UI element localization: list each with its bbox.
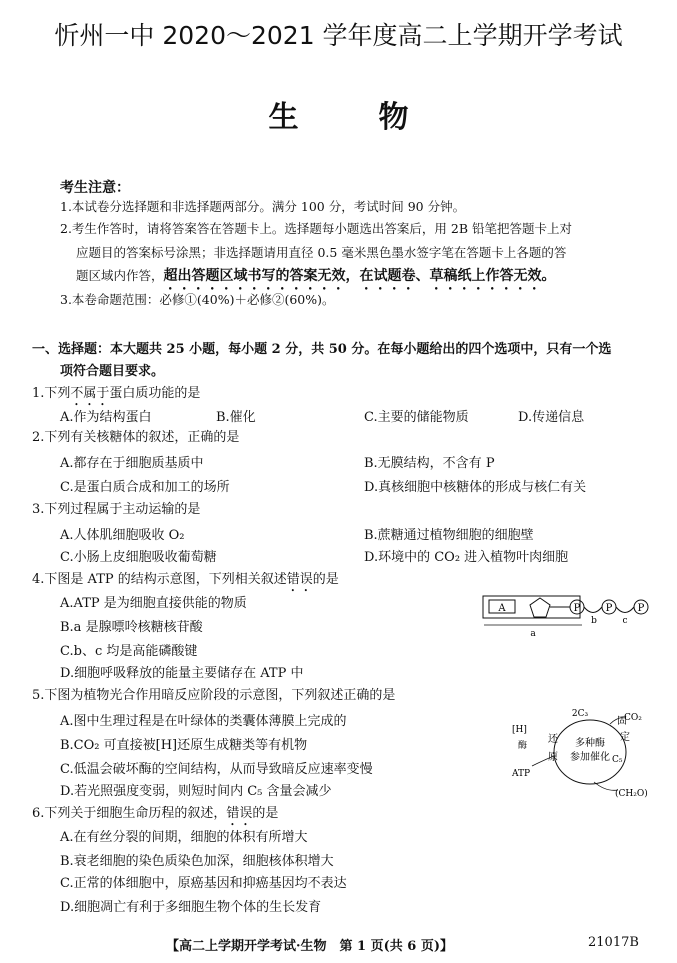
q4-option-a: A.ATP 是为细胞直接供能的物质 — [60, 596, 247, 611]
q1-pre: 1.下列 — [32, 386, 71, 401]
q6-pre: 6.下列关于细胞生命历程的叙述， — [32, 806, 227, 821]
q1-option-d: D.传递信息 — [518, 410, 585, 425]
q2-option-d: D.真核细胞中核糖体的形成与核仁有关 — [364, 480, 587, 495]
page-footer: 【高二上学期开学考试·生物 第 1 页(共 6 页)】 — [166, 939, 454, 954]
fix-char-1: 固 — [617, 716, 627, 727]
subject-char-1: 生 — [268, 100, 299, 135]
phosphate-3-label: P — [637, 603, 645, 614]
q1-option-b: B.催化 — [216, 410, 256, 425]
q2-option-b: B.无膜结构，不含有 P — [364, 456, 495, 471]
high-energy-bond-b — [584, 607, 602, 613]
note-1: 1.本试卷分选择题和非选择题两部分。满分 100 分，考试时间 90 分钟。 — [60, 199, 466, 214]
ribose-pentagon — [530, 598, 550, 617]
note-3: 3.本卷命题范围：必修①(40%)＋必修②(60%)。 — [60, 292, 335, 307]
calvin-cycle-diagram — [510, 704, 660, 802]
note-2-cont: 应题目的答案标号涂黑；非选择题请用直径 0.5 毫米黑色墨水签字笔在答题卡上各题的答 — [76, 245, 567, 260]
q4-option-b: B.a 是腺嘌呤核糖核苷酸 — [60, 620, 203, 635]
label-b: b — [591, 616, 597, 626]
label-c: c — [622, 616, 628, 626]
section-heading-line2: 项符合题目要求。 — [60, 364, 165, 379]
subject-char-2: 物 — [378, 100, 409, 135]
q6-option-a: A.在有丝分裂的间期，细胞的体积有所增大 — [60, 830, 308, 845]
q4-emphasis: 错误 — [286, 572, 313, 587]
h-label: [H] — [512, 725, 527, 735]
note-2-emphasis: 超出答题区域书写的答案无效，在试题卷、草稿纸上作答无效。 — [163, 268, 556, 284]
q5-option-b: B.CO₂ 可直接被[H]还原生成糖类等有机物 — [60, 738, 308, 753]
c5-label: C₅ — [612, 755, 623, 765]
q1-option-c: C.主要的储能物质 — [364, 410, 469, 425]
question-3-stem: 3.下列过程属于主动运输的是 — [32, 502, 201, 517]
q3-option-d: D.环境中的 CO₂ 进入植物叶肉细胞 — [364, 550, 569, 565]
q4-option-d: D.细胞呼吸释放的能量主要储存在 ATP 中 — [60, 666, 304, 681]
notes-heading: 考生注意： — [60, 180, 130, 196]
center-line-2: 参加催化 — [570, 752, 610, 763]
reduce-char-2: 原 — [548, 752, 558, 763]
q2-option-a: A.都存在于细胞质基质中 — [60, 456, 204, 471]
phosphate-2-label: P — [605, 603, 613, 614]
q6-option-b: B.衰老细胞的染色质染色加深，细胞核体积增大 — [60, 854, 334, 869]
q4-post: 的是 — [312, 572, 339, 587]
subject-title — [0, 92, 677, 136]
section-heading-line1: 一、选择题：本大题共 25 小题，每小题 2 分，共 50 分。在每小题给出的四个选项中，只有一个选 — [32, 342, 612, 357]
q6-emphasis: 错误 — [226, 806, 253, 821]
q1-option-a: A.作为结构蛋白 — [60, 410, 152, 425]
ch2o-label: (CH₂O) — [615, 789, 648, 799]
q3-option-b: B.蔗糖通过植物细胞的细胞壁 — [364, 528, 534, 543]
co2-label: CO₂ — [624, 713, 642, 723]
exam-title: 忻州一中 2020～2021 学年度高二上学期开学考试 — [54, 21, 623, 50]
q2-option-c: C.是蛋白质合成和加工的场所 — [60, 480, 230, 495]
q3-option-a: A.人体肌细胞吸收 O₂ — [60, 528, 185, 543]
q3-option-c: C.小肠上皮细胞吸收葡萄糖 — [60, 550, 217, 565]
c3-label: 2C₃ — [571, 709, 589, 719]
note-2-text: 题区域内作答， — [76, 268, 164, 283]
q6-option-c: C.正常的体细胞中，原癌基因和抑癌基因均不表达 — [60, 876, 347, 891]
q5-option-a: A.图中生理过程是在叶绿体的类囊体薄膜上完成的 — [60, 714, 347, 729]
high-energy-bond-c — [616, 607, 634, 613]
q4-pre: 4.下图是 ATP 的结构示意图，下列相关叙述 — [32, 572, 287, 587]
question-2-stem: 2.下列有关核糖体的叙述，正确的是 — [32, 430, 240, 445]
phosphate-1-label: P — [573, 603, 581, 614]
question-5-stem: 5.下图为植物光合作用暗反应阶段的示意图，下列叙述正确的是 — [32, 688, 396, 703]
reduce-char-1: 还 — [548, 734, 558, 745]
enzyme-label: 酶 — [518, 741, 528, 751]
label-a: a — [530, 629, 536, 638]
fix-char-2: 定 — [620, 732, 630, 743]
atp-label: ATP — [512, 769, 531, 779]
q6-option-d: D.细胞凋亡有利于多细胞生物个体的生长发育 — [60, 900, 322, 915]
q6-post: 的是 — [252, 806, 279, 821]
note-2: 2.考生作答时，请将答案答在答题卡上。选择题每小题选出答案后，用 2B 铅笔把答题卡上对 — [60, 221, 573, 236]
q5-option-c: C.低温会破坏酶的空间结构，从而导致暗反应速率变慢 — [60, 762, 373, 777]
q4-option-c: C.b、c 均是高能磷酸键 — [60, 644, 198, 659]
atp-structure-diagram — [476, 590, 656, 638]
exam-code: 21017B — [588, 935, 639, 950]
q5-option-d: D.若光照强度变弱，则短时间内 C₅ 含量会减少 — [60, 784, 332, 799]
q1-post: 蛋白质功能的是 — [109, 386, 201, 401]
center-line-1: 多种酶 — [575, 738, 605, 749]
q1-emphasis: 不属于 — [70, 386, 110, 401]
adenine-label: A — [498, 603, 506, 614]
note-2-cont2 — [76, 266, 556, 293]
